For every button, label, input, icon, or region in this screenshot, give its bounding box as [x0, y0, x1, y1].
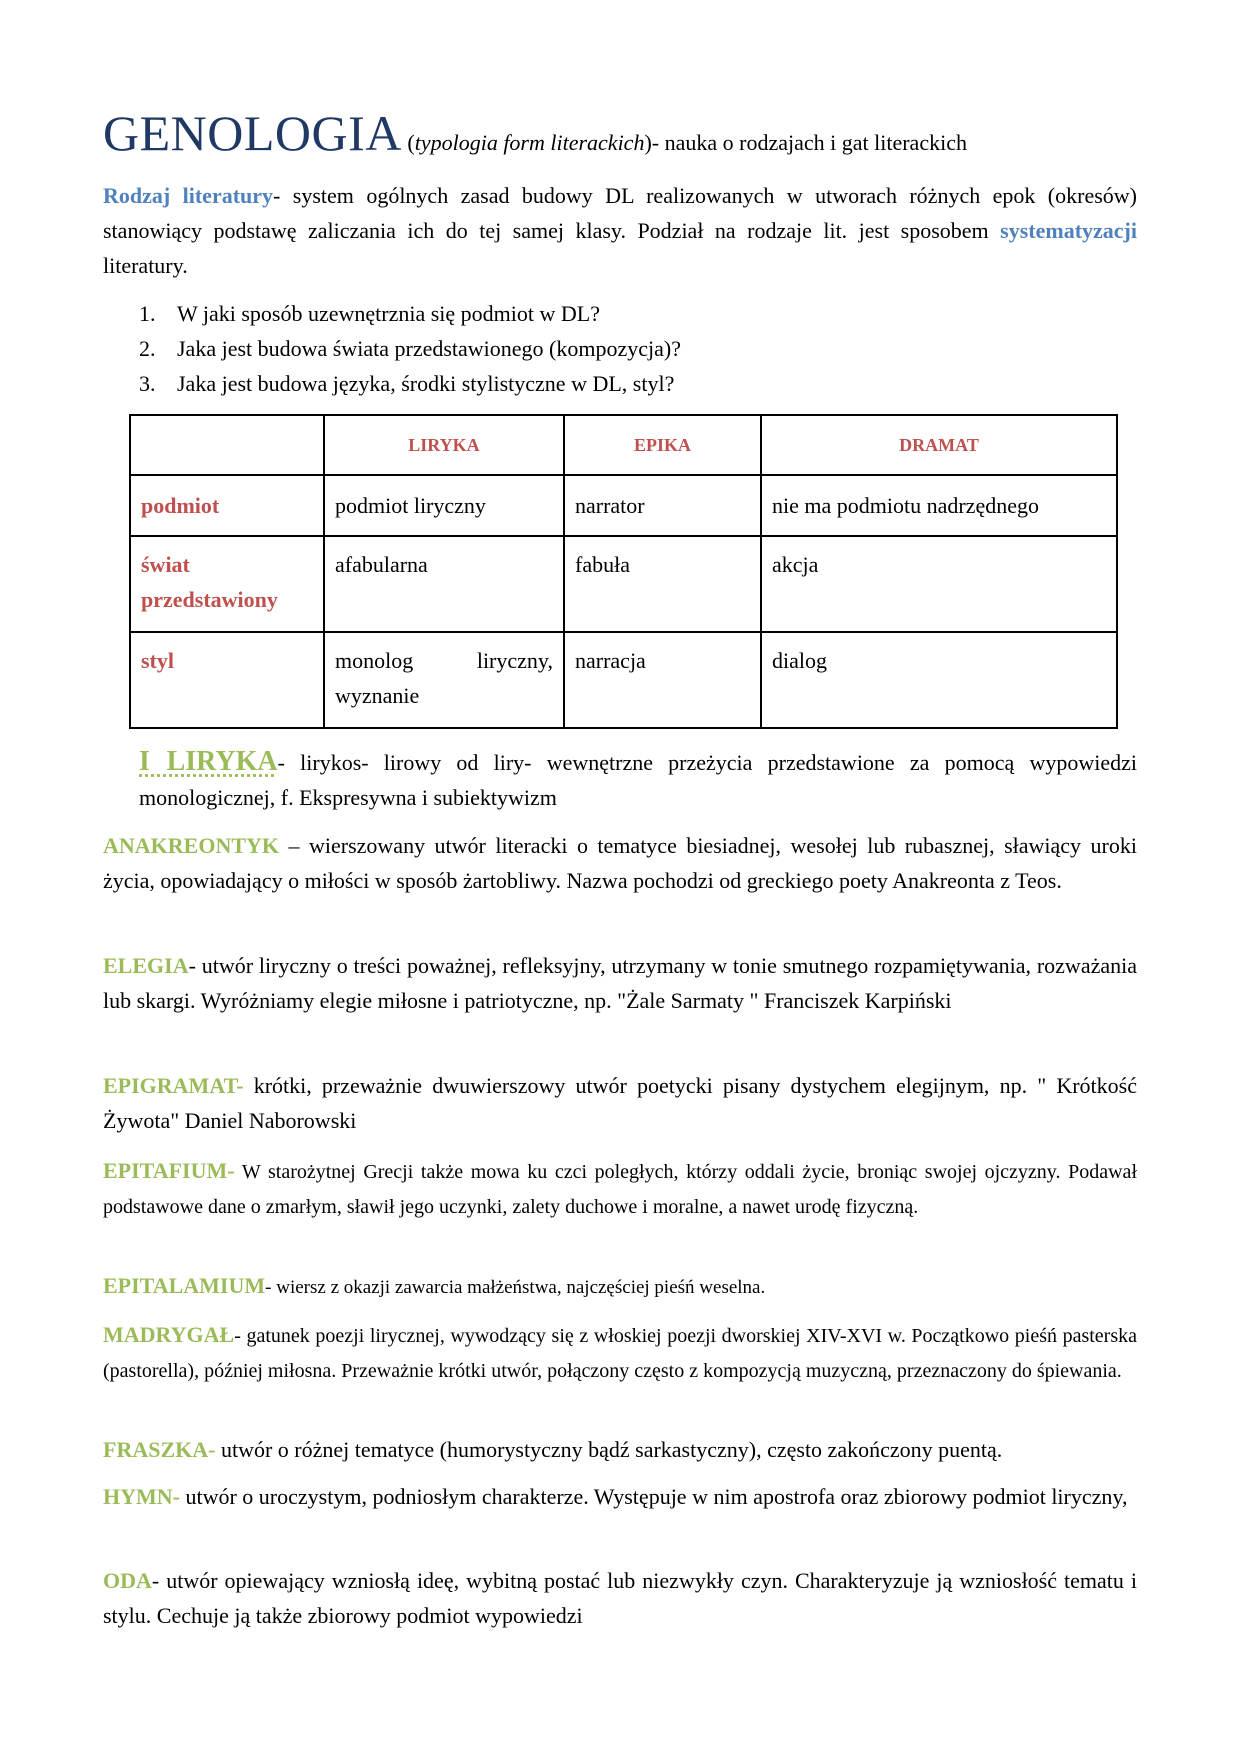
table-header-row	[130, 415, 1117, 475]
row-label: podmiot	[130, 475, 324, 536]
entry-term: MADRYGAŁ	[103, 1322, 235, 1347]
entry-text: utwór o uroczystym, podniosłym charakterze. Występuje w nim apostrofa oraz zbiorowy podmiot liryczny,	[179, 1484, 1128, 1509]
title-main: GENOLOGIA	[103, 105, 402, 161]
intro-paragraph	[103, 178, 1137, 283]
entry-term: EPIGRAMAT-	[103, 1073, 244, 1098]
table-header-cell: LIRYKA	[324, 415, 564, 475]
entry-epitafium	[103, 1153, 1137, 1225]
entry-epitalamium	[103, 1268, 1137, 1305]
table-row	[130, 536, 1117, 632]
genres-table	[129, 414, 1118, 729]
entry-term: EPITALAMIUM	[103, 1273, 266, 1298]
entry-epigramat	[103, 1068, 1137, 1138]
list-item: 3. Jaka jest budowa języka, środki stylistyczne w DL, styl?	[139, 371, 675, 396]
entry-text: utwór o różnej tematyce (humorystyczny bądź sarkastyczny), często zakończony puentą.	[215, 1437, 1003, 1462]
table-cell: nie ma podmiotu nadrzędnego	[761, 475, 1117, 536]
table-header-cell: DRAMAT	[761, 415, 1117, 475]
intro-text2: literatury.	[103, 253, 188, 278]
page-title	[103, 104, 967, 162]
questions-list	[139, 296, 1173, 401]
entry-madrygal	[103, 1317, 1137, 1389]
entry-elegia	[103, 948, 1137, 1018]
intro-term: Rodzaj literatury	[103, 183, 274, 208]
entry-anakreontyk	[103, 828, 1137, 898]
entry-term: ODA	[103, 1568, 152, 1593]
entry-term: HYMN-	[103, 1484, 180, 1509]
table-cell: narracja	[564, 632, 761, 728]
entry-fraszka	[103, 1432, 1137, 1467]
table-cell: akcja	[761, 536, 1117, 632]
section-liryka	[139, 744, 1137, 815]
entry-text: - utwór opiewający wzniosłą ideę, wybitną postać lub niezwykły czyn. Charakteryzuje ją wzniosłość tematu i stylu. Cechuje ją także zbiorowy podmiot wypowiedzi	[103, 1568, 1137, 1628]
entry-oda	[103, 1563, 1137, 1633]
entry-text: W starożytnej Grecji także mowa ku czci poległych, którzy oddali życie, broniąc swojej ojczyzny. Podawał podstawowe dane o zmarłym, sławił jego uczynki, zalety duchowe i moralne, a nawet urodę fizyczną.	[103, 1161, 1137, 1218]
entry-term: ANAKREONTYK	[103, 833, 280, 858]
section-text: - lirykos- lirowy od liry- wewnętrzne przeżycia przedstawione za pomocą wypowiedzi monologicznej, f. Ekspresywna i subiektywizm	[139, 750, 1137, 810]
entry-text: - gatunek poezji lirycznej, wywodzący się z włoskiej poezji dworskiej XIV-XVI w. Początkowo pieśń pasterska (pastorella), później miłosna. Przeważnie krótki utwór, połączony często z kompozycją muzyczną, przeznaczony do śpiewania.	[103, 1325, 1137, 1382]
row-label: świat przedstawiony	[130, 536, 324, 632]
table-cell: narrator	[564, 475, 761, 536]
title-open-paren: (	[401, 130, 415, 155]
entry-term: ELEGIA	[103, 953, 189, 978]
entry-text: - utwór liryczny o treści poważnej, refleksyjny, utrzymany w tonie smutnego rozpamiętywania, rozważania lub skargi. Wyróżniamy elegie miłosne i patriotyczne, np. "Żale Sarmaty " Franciszek Karpiński	[103, 953, 1137, 1013]
entry-text: krótki, przeważnie dwuwierszowy utwór poetycki pisany dystychem elegijnym, np. " Krótkość Żywota" Daniel Naborowski	[103, 1073, 1137, 1133]
entry-text: – wierszowany utwór literacki o tematyce biesiadnej, wesołej lub rubasznej, sławiący uroki życia, opowiadający o miłości w sposób żartobliwy. Nazwa pochodzi od greckiego poety Anakreonta z Teos.	[103, 833, 1137, 893]
entry-term: EPITAFIUM-	[103, 1158, 235, 1183]
table-cell: monolog liryczny, wyznanie	[324, 632, 564, 728]
table-cell: dialog	[761, 632, 1117, 728]
intro-text: - system ogólnych zasad budowy DL realizowanych w utworach różnych epok (okresów) stanowiący podstawę zaliczania ich do tej samej klasy. Podział na rodzaje lit. jest sposobem	[103, 183, 1138, 243]
table-cell: afabularna	[324, 536, 564, 632]
intro-term2: systematyzacji	[1000, 218, 1137, 243]
list-item: 1. W jaki sposób uzewnętrznia się podmiot w DL?	[139, 301, 600, 326]
section-heading: I LIRYKA	[139, 746, 278, 777]
title-rest: )- nauka o rodzajach i gat literackich	[644, 130, 967, 155]
table-row	[130, 475, 1117, 536]
title-italic: typologia form literackich	[414, 130, 645, 155]
table-header-cell: EPIKA	[564, 415, 761, 475]
entry-text: - wiersz z okazji zawarcia małżeństwa, najczęściej pieśń weselna.	[265, 1277, 766, 1298]
table-row	[130, 632, 1117, 728]
entry-hymn	[103, 1479, 1137, 1514]
table-header-cell	[130, 415, 324, 475]
entry-term: FRASZKA-	[103, 1437, 216, 1462]
table-cell: podmiot liryczny	[324, 475, 564, 536]
row-label: styl	[130, 632, 324, 728]
table-cell: fabuła	[564, 536, 761, 632]
list-item: 2. Jaka jest budowa świata przedstawionego (kompozycja)?	[139, 336, 681, 361]
